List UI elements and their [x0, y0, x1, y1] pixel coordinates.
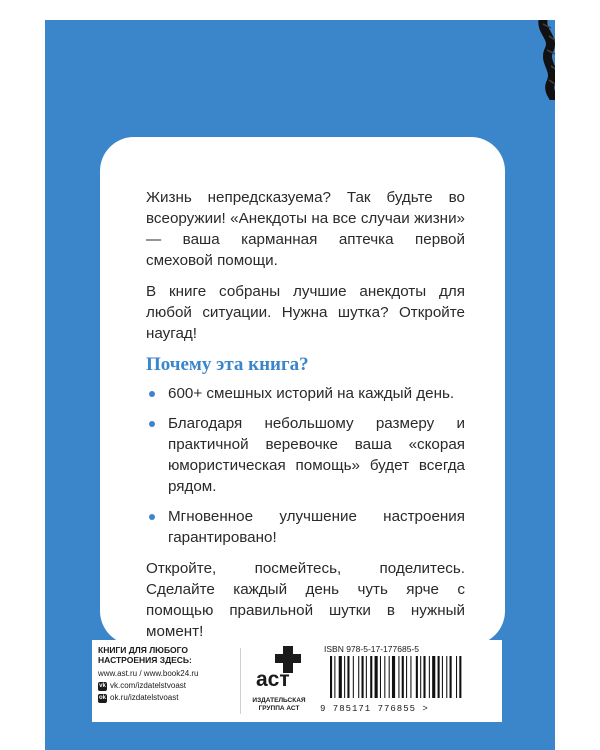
- benefit-item: [146, 383, 465, 404]
- barcode-bar: [416, 656, 418, 698]
- barcode-bar: [429, 656, 430, 698]
- publisher-info-strip: [92, 640, 502, 722]
- intro-paragraph: Жизнь непредсказуема? Так будьте во всеоружии! «Анекдоты на все случаи жизни» — ваша карманная аптечка первой смеховой помощи.: [146, 189, 465, 269]
- why-heading: Почему эта книга?: [146, 354, 309, 375]
- barcode-bar: [406, 656, 407, 698]
- vk-link[interactable]: vk.com/izdatelstvoast: [110, 681, 187, 690]
- barcode-bar: [450, 656, 452, 698]
- vk-row: [98, 681, 238, 691]
- benefit-text: Мгновенное улучшение настроения гарантировано!: [168, 508, 465, 546]
- barcode-bar: [438, 656, 440, 698]
- closing-paragraph: Откройте, посмейтесь, поделитесь. Сделайте каждый день чуть ярче с помощью правильной шутки в нужный момент!: [146, 560, 465, 640]
- barcode-digits: 9 785171 776855 >: [320, 704, 429, 714]
- barcode-bar: [330, 656, 332, 698]
- isbn-block: [320, 644, 498, 714]
- shops-block: [98, 645, 238, 703]
- isbn-label: ISBN 978-5-17-177685-5: [324, 644, 419, 654]
- annotation-card: [100, 137, 505, 645]
- ast-logo-icon: [253, 644, 305, 692]
- barcode-bar: [344, 656, 345, 698]
- intro-paragraph: В книге собраны лучшие анекдоты для любой ситуации. Нужна шутка? Откройте наугад!: [146, 283, 465, 342]
- barcode-bar: [432, 656, 435, 698]
- barcode-bar: [423, 656, 425, 698]
- barcode-bar: [442, 656, 443, 698]
- benefit-text: Благодаря небольшому размеру и практичной веревочке ваша «скорая юмористическая помощь» будет всегда рядом.: [168, 415, 465, 495]
- bullet-icon: [149, 391, 155, 397]
- ok-icon: ok: [98, 694, 106, 701]
- barcode-bar: [446, 656, 447, 698]
- bullet-icon: [149, 514, 155, 520]
- barcode-bar: [370, 656, 372, 698]
- benefit-text: 600+ смешных историй на каждый день.: [168, 385, 455, 402]
- barcode-bar: [347, 656, 349, 698]
- barcode-bar: [362, 656, 364, 698]
- ok-link[interactable]: ok.ru/izdatelstvoast: [110, 693, 179, 702]
- barcode-bar: [398, 656, 399, 698]
- barcode-bar: [410, 656, 411, 698]
- barcode-bar: [392, 656, 395, 698]
- logo-text: аст: [256, 668, 290, 691]
- barcode-bar: [456, 656, 457, 698]
- barcode-bar: [353, 656, 354, 698]
- benefits-list: [146, 383, 465, 548]
- benefit-item: [146, 413, 465, 497]
- bullet-icon: [149, 421, 155, 427]
- barcode-bar: [384, 656, 385, 698]
- websites-link[interactable]: www.ast.ru / www.book24.ru: [98, 669, 199, 678]
- rope-icon: [513, 20, 555, 100]
- publisher-logo: [244, 644, 314, 713]
- barcode-bar: [380, 656, 381, 698]
- barcode-bar: [334, 656, 335, 698]
- benefit-item: [146, 506, 465, 548]
- vk-icon: vk: [99, 682, 106, 689]
- barcode-bar: [420, 656, 421, 698]
- barcode-icon: [320, 654, 490, 700]
- barcode-bar: [402, 656, 404, 698]
- barcode-bar: [375, 656, 378, 698]
- barcode-bar: [389, 656, 390, 698]
- divider: [240, 648, 241, 714]
- websites-row: [98, 669, 238, 679]
- barcode-bar: [366, 656, 367, 698]
- ok-row: [98, 693, 238, 703]
- barcode-bar: [459, 656, 461, 698]
- barcode-bar: [339, 656, 342, 698]
- publisher-name: ИЗДАТЕЛЬСКАЯ ГРУППА АСТ: [252, 697, 306, 712]
- shops-heading: КНИГИ ДЛЯ ЛЮБОГО НАСТРОЕНИЯ ЗДЕСЬ:: [98, 645, 192, 665]
- barcode-bar: [358, 656, 359, 698]
